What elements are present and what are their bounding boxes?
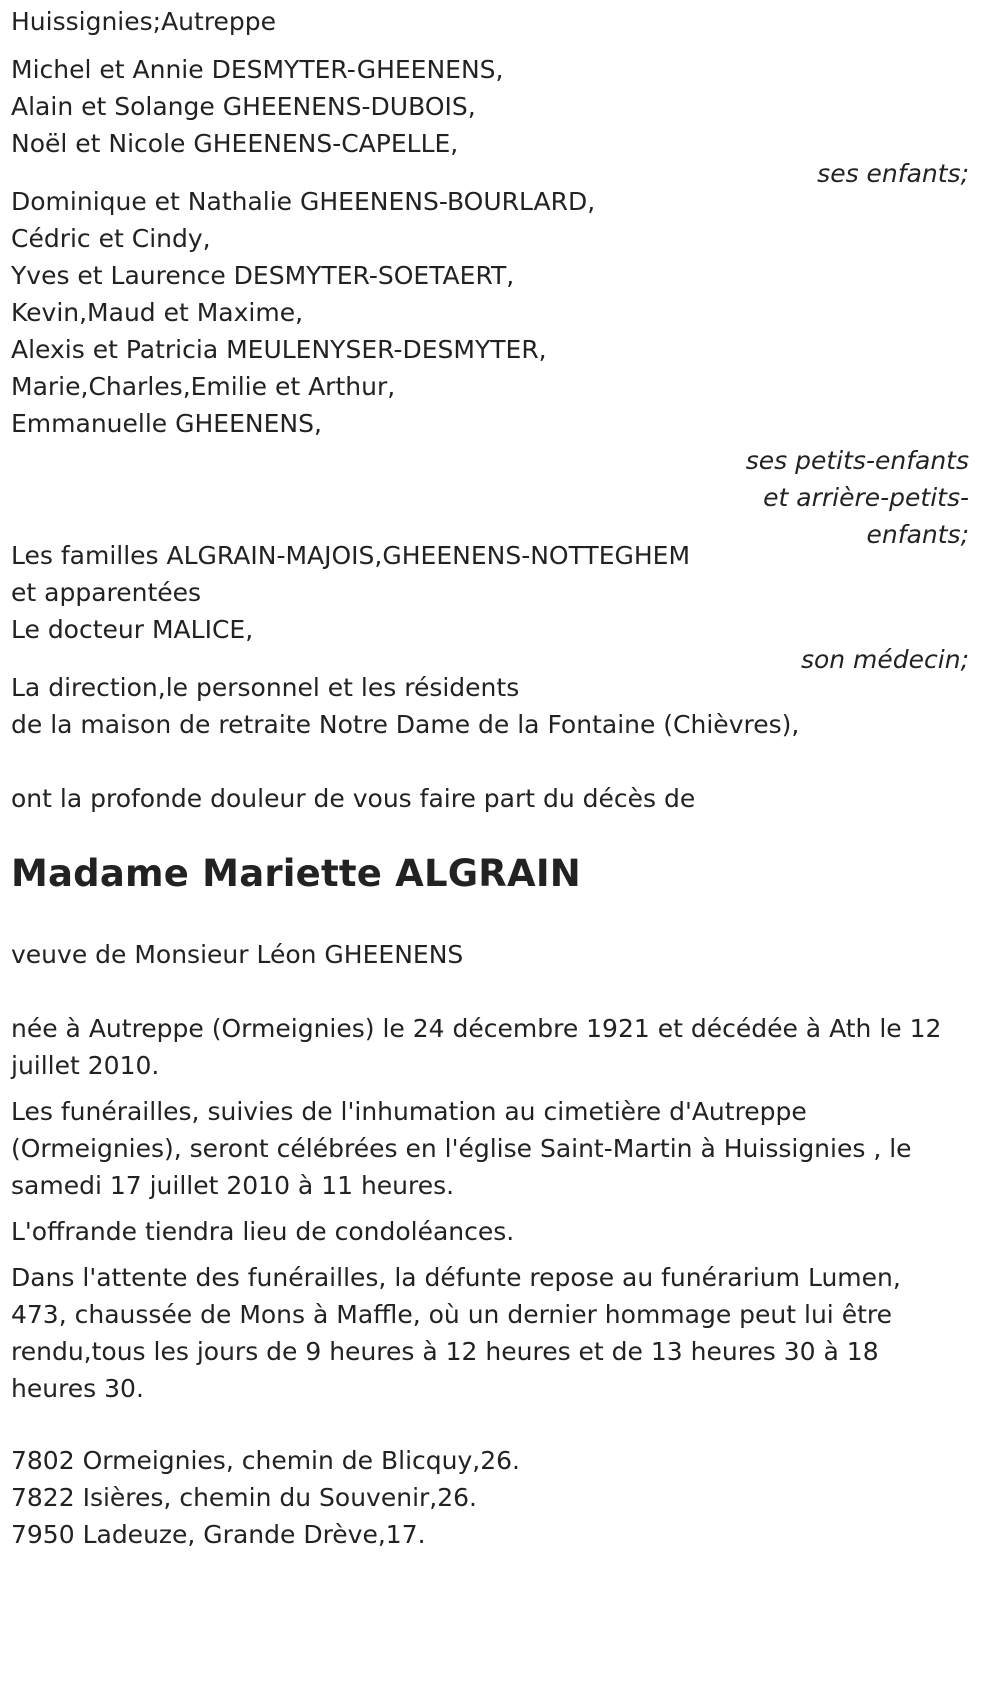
address-line: 7822 Isières, chemin du Souvenir,26.	[11, 1483, 478, 1512]
families-role: son médecin;	[800, 645, 969, 674]
announcement-text: ont la profonde douleur de vous faire part du décès de	[11, 784, 696, 813]
family-line: Les familles ALGRAIN-MAJOIS,GHEENENS-NOTTEGHEM	[11, 541, 691, 570]
location-text: Huissignies;Autreppe	[11, 7, 277, 36]
widow-of-text: veuve de Monsieur Léon GHEENENS	[11, 940, 464, 969]
residence-section	[11, 669, 986, 743]
deceased-name: Madame Mariette ALGRAIN	[11, 852, 581, 895]
details-section	[11, 1010, 981, 1407]
funeral-text: Les funérailles, suivies de l'inhumation au cimetière d'Autreppe (Ormeignies), seront célébrées en l'église Saint-Martin à Huissignies , le samedi 17 juillet 2010 à 11 heures.	[11, 1097, 912, 1200]
grandchild-line: Cédric et Cindy,	[11, 224, 211, 253]
birth-death-text: née à Autreppe (Ormeignies) le 24 décembre 1921 et décédée à Ath le 12 juillet 2010.	[11, 1014, 942, 1080]
grandchildren-section	[11, 183, 986, 553]
grandchild-line: Marie,Charles,Emilie et Arthur,	[11, 372, 396, 401]
grandchild-line: Dominique et Nathalie GHEENENS-BOURLARD,	[11, 187, 596, 216]
child-line: Noël et Nicole GHEENENS-CAPELLE,	[11, 129, 459, 158]
widow-block	[11, 935, 986, 975]
families-section	[11, 537, 986, 678]
children-role: ses enfants;	[817, 159, 969, 188]
grandchildren-role: ses petits-enfants	[745, 446, 969, 475]
residence-line: de la maison de retraite Notre Dame de la Fontaine (Chièvres),	[11, 710, 800, 739]
deceased-name-block	[11, 849, 986, 899]
funerarium-text: Dans l'attente des funérailles, la défunte repose au funérarium Lumen, 473, chaussée de Mons à Maffle, où un dernier hommage peut lui être rendu,tous les jours de 9 heures à 12 heures et de 13 heures 30 à 18 heures 30.	[11, 1263, 901, 1403]
child-line: Alain et Solange GHEENENS-DUBOIS,	[11, 92, 476, 121]
address-line: 7950 Ladeuze, Grande Drève,17.	[11, 1520, 426, 1549]
offering-text: L'offrande tiendra lieu de condoléances.	[11, 1217, 515, 1246]
children-section	[11, 51, 986, 192]
grandchildren-role: et arrière-petits-	[763, 483, 969, 512]
family-line: et apparentées	[11, 578, 202, 607]
residence-line: La direction,le personnel et les résidents	[11, 673, 520, 702]
announcement	[11, 779, 986, 819]
grandchildren-role: enfants;	[866, 520, 969, 549]
family-line: Le docteur MALICE,	[11, 615, 254, 644]
header-location	[11, 2, 986, 42]
child-line: Michel et Annie DESMYTER-GHEENENS,	[11, 55, 504, 84]
grandchild-line: Yves et Laurence DESMYTER-SOETAERT,	[11, 261, 515, 290]
grandchild-line: Emmanuelle GHEENENS,	[11, 409, 322, 438]
grandchild-line: Alexis et Patricia MEULENYSER-DESMYTER,	[11, 335, 547, 364]
grandchild-line: Kevin,Maud et Maxime,	[11, 298, 304, 327]
addresses-section	[11, 1442, 986, 1553]
address-line: 7802 Ormeignies, chemin de Blicquy,26.	[11, 1446, 520, 1475]
